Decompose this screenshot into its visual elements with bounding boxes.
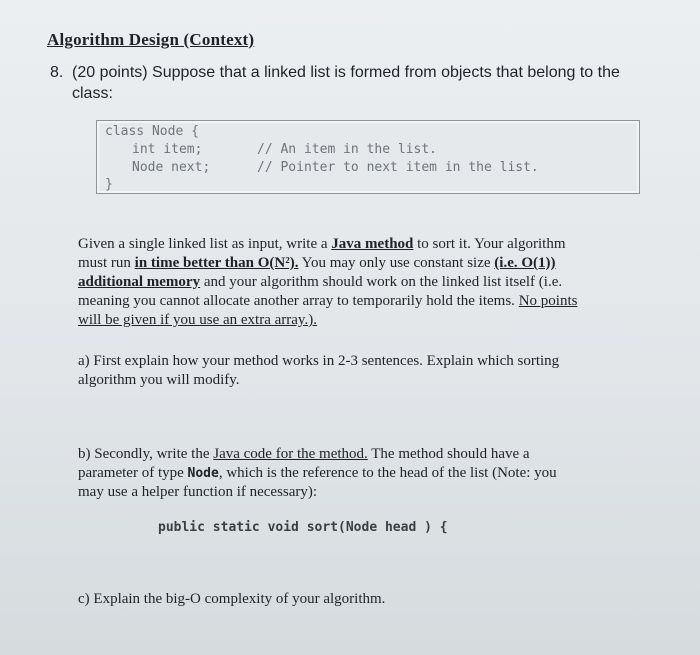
part-b-line-2: parameter of type Node, which is the reference to the head of the list (Note: you: [78, 465, 557, 481]
paragraph-line-2: must run in time better than O(N²). You may only use constant size (i.e. O(1)): [78, 255, 556, 271]
memory-big-o-emphasis: (i.e. O(1)): [494, 255, 556, 271]
paragraph-line-4: meaning you cannot allocate another array to temporarily hold the items. No points: [78, 293, 578, 309]
question-line-1: (20 points) Suppose that a linked list is formed from objects that belong to the: [72, 64, 620, 81]
code-line-class: class Node {: [105, 124, 199, 139]
paragraph-line-3: additional memory and your algorithm should work on the linked list itself (i.e.: [78, 274, 563, 290]
part-a-line-2: algorithm you will modify.: [78, 372, 240, 388]
question-line-2: class:: [72, 85, 113, 102]
code-line-next: Node next;: [132, 160, 211, 175]
question-number: 8.: [50, 64, 64, 81]
code-comment-item: // An item in the list.: [257, 142, 438, 157]
java-code-emphasis: Java code for the method.: [213, 446, 368, 462]
code-comment-next: // Pointer to next item in the list.: [257, 160, 539, 175]
part-b-line-1: b) Secondly, write the Java code for the method. The method should have a: [78, 446, 530, 462]
time-requirement-emphasis: in time better than O(N²).: [134, 255, 299, 271]
paragraph-line-5: will be given if you use an extra array.).: [78, 312, 317, 328]
part-c-line-1: c) Explain the big-O complexity of your algorithm.: [78, 591, 386, 607]
code-line-item: int item;: [132, 142, 203, 157]
method-signature: public static void sort(Node head ) {: [158, 520, 448, 535]
part-b-line-3: may use a helper function if necessary):: [78, 484, 318, 500]
part-a-line-1: a) First explain how your method works in 2-3 sentences. Explain which sorting: [78, 353, 560, 369]
no-points-emphasis: No points: [518, 293, 578, 309]
additional-memory-emphasis: additional memory: [78, 274, 201, 290]
java-method-emphasis: Java method: [331, 236, 414, 252]
code-line-close: }: [105, 177, 113, 192]
code-block: [96, 120, 640, 194]
page-heading: Algorithm Design (Context): [47, 30, 255, 49]
paragraph-line-1: Given a single linked list as input, write a Java method to sort it. Your algorithm: [78, 236, 566, 252]
node-type-name: Node: [187, 466, 219, 481]
